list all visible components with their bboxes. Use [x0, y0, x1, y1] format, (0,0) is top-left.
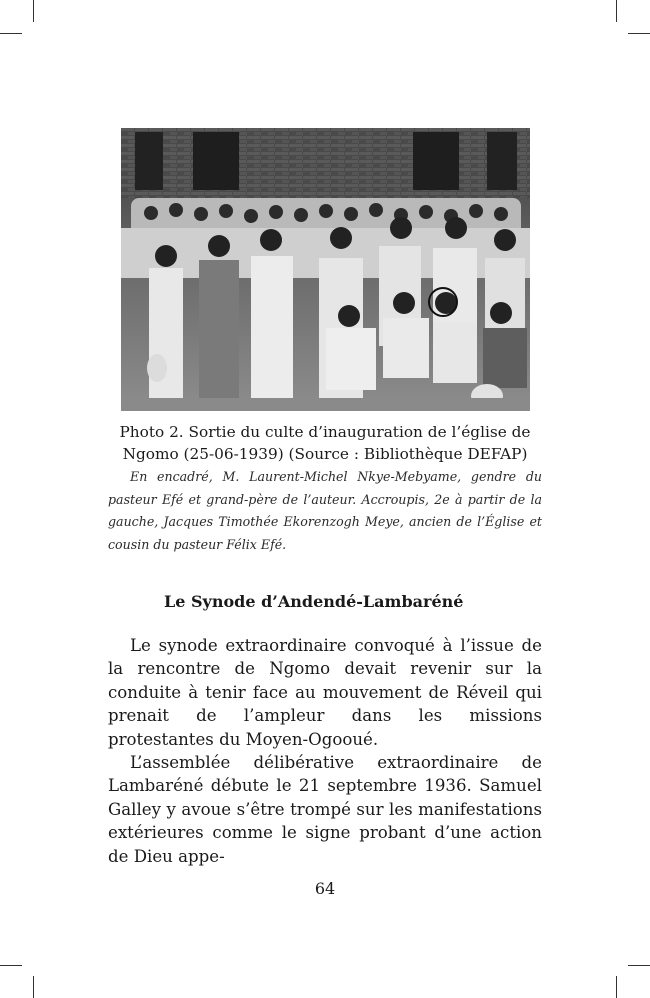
crop-mark [616, 0, 617, 22]
page-number: 64 [314, 879, 336, 898]
section-title: Le Synode d’Andendé-Lambaréné [164, 592, 464, 611]
photo-caption: Photo 2. Sortie du culte d’inauguration de l’église de Ngomo (25-06-1939) (Source : Bibliothèque DEFAP) [119, 423, 531, 463]
group-photo [121, 128, 530, 411]
crop-mark [628, 33, 650, 34]
body-paragraph: Le synode extraordinaire convoqué à l’issue de la rencontre de Ngomo devait revenir sur la conduite à tenir face au mouvement de Réveil qui prenait de l’ampleur dans les missions protestantes du Moyen-Ogooué. [108, 636, 542, 749]
crop-mark [33, 0, 34, 22]
crop-mark [33, 976, 34, 998]
crop-mark [0, 33, 22, 34]
crop-mark [616, 976, 617, 998]
photo-caption-detail: En encadré, M. Laurent-Michel Nkye-Mebyame, gendre du pasteur Efé et grand-père de l’auteur. Accroupis, 2e à partir de la gauche, Jacques Timothée Ekorenzogh Meye, ancien de l’Église et cousin du pasteur Félix Efé. [108, 469, 542, 552]
crop-mark [0, 965, 22, 966]
body-paragraph: L’assemblée délibérative extraordinaire de Lambaréné débute le 21 septembre 1936. Samuel Galley y avoue s’être trompé sur les manifestations extérieures comme le signe probant d’une action de Dieu appe- [108, 753, 542, 866]
crop-mark [628, 965, 650, 966]
